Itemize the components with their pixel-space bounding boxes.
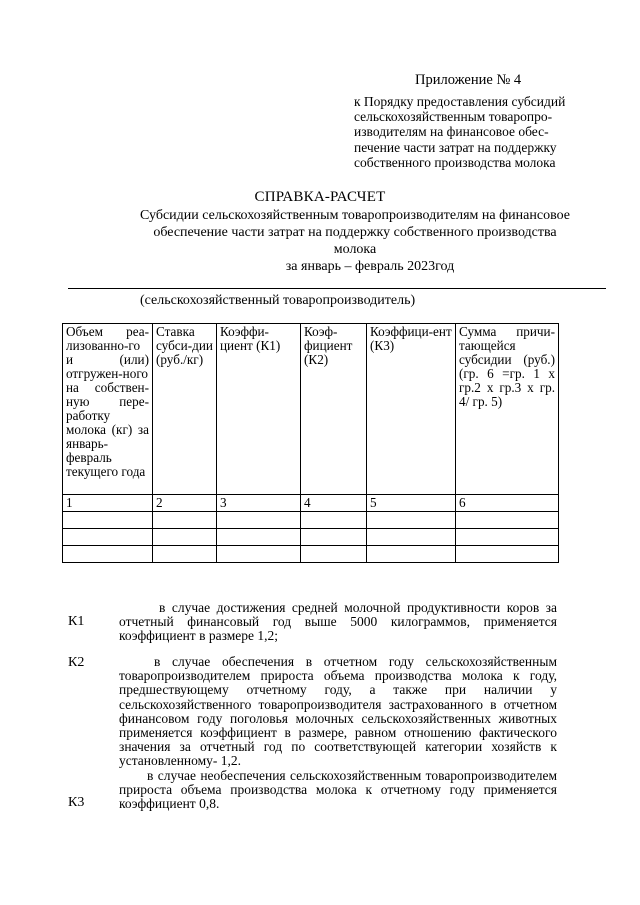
appendix-reference xyxy=(354,94,594,170)
coefficient-k3-text xyxy=(119,769,557,812)
coefficient-k3-label: К3 xyxy=(68,795,85,810)
table-cell[interactable] xyxy=(301,512,367,529)
subtitle-line: Субсидии сельскохозяйственным товаропроизводителям на финансовое xyxy=(140,208,570,223)
table-row xyxy=(63,546,559,563)
table-number-row xyxy=(63,495,559,512)
calculation-table xyxy=(62,323,559,563)
header-volume: Объем реа-лизованно-го и (или) отгружен-ного на собствен-ную пере-работку молока (кг) за январь-февраль текущего года xyxy=(63,324,153,495)
coefficient-k2-label: К2 xyxy=(68,655,85,670)
document-title: СПРАВКА-РАСЧЕТ xyxy=(254,189,386,205)
header-subsidy-sum: Сумма причи-тающейся субсидии (руб.)(гр. 6 =гр. 1 х гр.2 х гр.3 х гр. 4/ гр. 5) xyxy=(456,324,559,495)
table-cell[interactable] xyxy=(367,512,456,529)
appendix-line: к Порядку предоставления субсидий xyxy=(354,94,566,109)
subtitle-line: обеспечение части затрат на поддержку собственного производства xyxy=(153,225,557,240)
reporting-period: за январь – февраль 2023год xyxy=(285,259,455,274)
column-number: 4 xyxy=(301,495,367,512)
table-header-row xyxy=(63,324,559,495)
table-cell[interactable] xyxy=(217,546,301,563)
table-cell[interactable] xyxy=(63,546,153,563)
table-row xyxy=(63,512,559,529)
producer-name-line xyxy=(68,288,606,289)
table-cell[interactable] xyxy=(153,512,217,529)
appendix-line: собственного производства молока xyxy=(354,154,556,170)
coefficient-k1-text xyxy=(119,601,557,644)
header-k1: Коэффи-циент (К1) xyxy=(217,324,301,495)
header-k2: Коэф-фициент (К2) xyxy=(301,324,367,495)
table-cell[interactable] xyxy=(63,529,153,546)
table-cell[interactable] xyxy=(456,529,559,546)
appendix-line: печение части затрат на поддержку xyxy=(354,139,557,155)
coefficient-k2-text xyxy=(119,655,557,769)
appendix-number: Приложение № 4 xyxy=(415,72,522,88)
header-rate: Ставка субси-дии (руб./кг) xyxy=(153,324,217,495)
column-number: 6 xyxy=(456,495,559,512)
column-number: 3 xyxy=(217,495,301,512)
table-cell[interactable] xyxy=(456,546,559,563)
table-cell[interactable] xyxy=(217,529,301,546)
table-cell[interactable] xyxy=(153,529,217,546)
table-cell[interactable] xyxy=(217,512,301,529)
column-number: 1 xyxy=(63,495,153,512)
table-cell[interactable] xyxy=(153,546,217,563)
coefficient-k3-description: в случае необеспечения сельскохозяйственным товаропроизводителем прироста объема производства молока к отчетному году применяется коэффициент 0,8. xyxy=(119,768,557,812)
coefficient-k2-description: в случае обеспечения в отчетном году сельскохозяйственным товаропроизводителем прироста объема производства молока к году, предшествующему отчетному году, а также при наличии у сельскохозяйственного товаропроизводителя застрахованного в отчетном финансовом году поголовья молочных сельскохозяйственных животных применяется коэффициент в размере, равном отношению фактического значения за отчетный год по соответствующей категории хозяйств к установленному- 1,2. xyxy=(119,654,557,769)
document-subtitle xyxy=(110,207,600,258)
table-cell[interactable] xyxy=(301,529,367,546)
table-row xyxy=(63,529,559,546)
header-k3: Коэффици-ент (К3) xyxy=(367,324,456,495)
subtitle-line: молока xyxy=(333,242,377,257)
table-cell[interactable] xyxy=(301,546,367,563)
table-cell[interactable] xyxy=(63,512,153,529)
table-cell[interactable] xyxy=(367,546,456,563)
table-cell[interactable] xyxy=(456,512,559,529)
column-number: 5 xyxy=(367,495,456,512)
producer-caption: (сельскохозяйственный товаропроизводитель) xyxy=(140,293,416,308)
table-cell[interactable] xyxy=(367,529,456,546)
appendix-line: изводителям на финансовое обес- xyxy=(354,124,549,140)
coefficient-k1-label: К1 xyxy=(68,614,85,629)
appendix-line: сельскохозяйственным товаропро- xyxy=(354,109,553,125)
coefficient-k1-description: в случае достижения средней молочной продуктивности коров за отчетный финансовый год выше 5000 килограммов, применяется коэффициент в размере 1,2; xyxy=(119,600,557,644)
column-number: 2 xyxy=(153,495,217,512)
